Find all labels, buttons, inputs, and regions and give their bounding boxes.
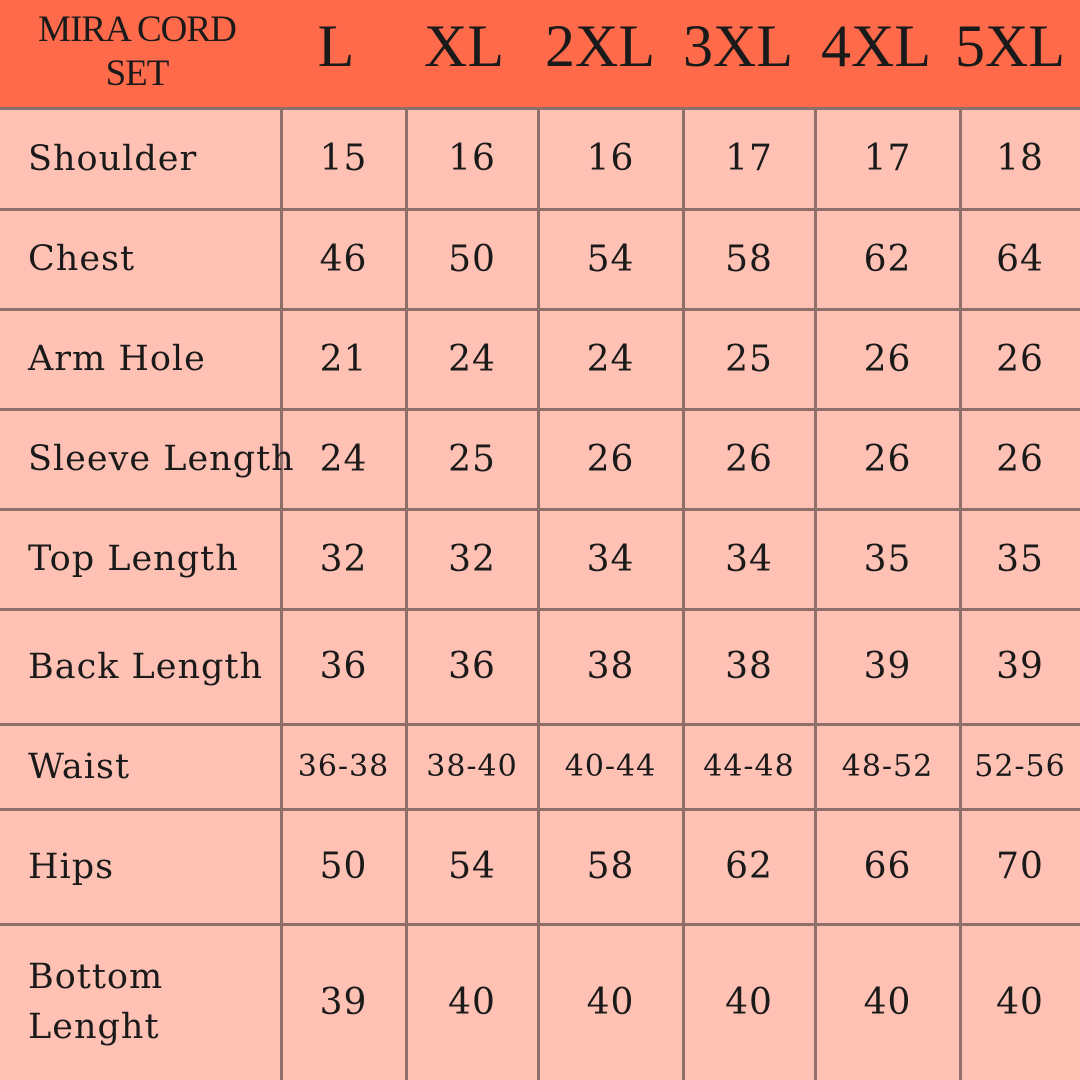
- table-cell: 40: [586, 981, 635, 1023]
- size-header-2xl: 2XL: [545, 13, 655, 79]
- row-label: Arm Hole: [28, 339, 206, 379]
- table-cell: 32: [448, 538, 496, 580]
- table-cell: 36: [448, 646, 496, 687]
- table-cell: 16: [448, 138, 496, 179]
- table-cell: 64: [996, 238, 1044, 280]
- row-label-line: Bottom: [28, 957, 164, 997]
- table-cell: 36-38: [297, 749, 390, 784]
- row-label: Chest: [28, 239, 136, 279]
- table-cell: 36: [319, 646, 368, 687]
- table-cell: 16: [586, 138, 635, 179]
- table-cell: 50: [448, 238, 496, 280]
- chart-title-line-1: MIRA CORD: [38, 9, 236, 50]
- table-cell: 38: [586, 646, 635, 687]
- table-cell: 40: [448, 981, 496, 1023]
- table-cell: 25: [725, 338, 773, 380]
- table-cell: 24: [586, 338, 635, 380]
- table-cell: 39: [996, 646, 1044, 687]
- size-header-4xl: 4XL: [821, 13, 931, 79]
- table-cell: 54: [448, 846, 496, 887]
- table-cell: 50: [319, 846, 368, 887]
- table-cell: 26: [863, 438, 912, 480]
- table-cell: 70: [996, 846, 1044, 887]
- table-cell: 66: [863, 846, 912, 887]
- table-cell: 34: [725, 538, 773, 580]
- row-label: Top Length: [28, 539, 239, 579]
- table-cell: 35: [863, 538, 912, 580]
- table-cell: 26: [863, 338, 912, 380]
- table-cell: 62: [725, 846, 773, 887]
- table-cell: 54: [586, 238, 635, 280]
- table-cell: 39: [863, 646, 912, 687]
- size-header-l: L: [317, 13, 355, 79]
- table-cell: 24: [448, 338, 496, 380]
- row-label: Hips: [28, 846, 115, 887]
- chart-title: [22, 8, 252, 96]
- table-cell: 40-44: [564, 749, 657, 784]
- table-cell: 24: [319, 438, 368, 480]
- table-cell: 52-56: [974, 749, 1066, 784]
- table-cell: 62: [863, 238, 912, 280]
- row-label: Shoulder: [28, 138, 198, 179]
- row-label: [28, 924, 163, 1080]
- table-cell: 35: [996, 538, 1044, 580]
- table-cell: 34: [586, 538, 635, 580]
- table-cell: 26: [586, 438, 635, 480]
- size-header-5xl: 5XL: [955, 13, 1065, 79]
- row-label-line: Lenght: [28, 1007, 160, 1047]
- row-label: Sleeve Length: [28, 439, 295, 479]
- table-cell: 18: [996, 138, 1044, 179]
- table-cell: 46: [319, 238, 368, 280]
- table-cell: 26: [725, 438, 773, 480]
- table-cell: 26: [996, 338, 1044, 380]
- table-header: [0, 0, 1080, 108]
- table-cell: 38: [725, 646, 773, 687]
- table-cell: 48-52: [841, 749, 934, 784]
- size-header-xl: XL: [424, 13, 504, 79]
- table-cell: 58: [725, 238, 773, 280]
- table-cell: 58: [586, 846, 635, 887]
- table-cell: 32: [319, 538, 368, 580]
- table-cell: 26: [996, 438, 1044, 480]
- row-label: Waist: [28, 746, 131, 787]
- table-cell: 44-48: [703, 749, 795, 784]
- table-cell: 17: [725, 138, 773, 179]
- table-cell: 21: [319, 338, 368, 380]
- chart-title-line-2: SET: [105, 53, 169, 94]
- table-cell: 40: [725, 981, 773, 1023]
- table-cell: 40: [996, 981, 1044, 1023]
- size-header-3xl: 3XL: [683, 13, 793, 79]
- table-cell: 40: [863, 981, 912, 1023]
- table-cell: 39: [319, 981, 368, 1023]
- table-cell: 15: [319, 138, 368, 179]
- table-cell: 25: [448, 438, 496, 480]
- row-label: Back Length: [28, 646, 264, 687]
- table-cell: 17: [863, 138, 912, 179]
- table-cell: 38-40: [426, 749, 518, 784]
